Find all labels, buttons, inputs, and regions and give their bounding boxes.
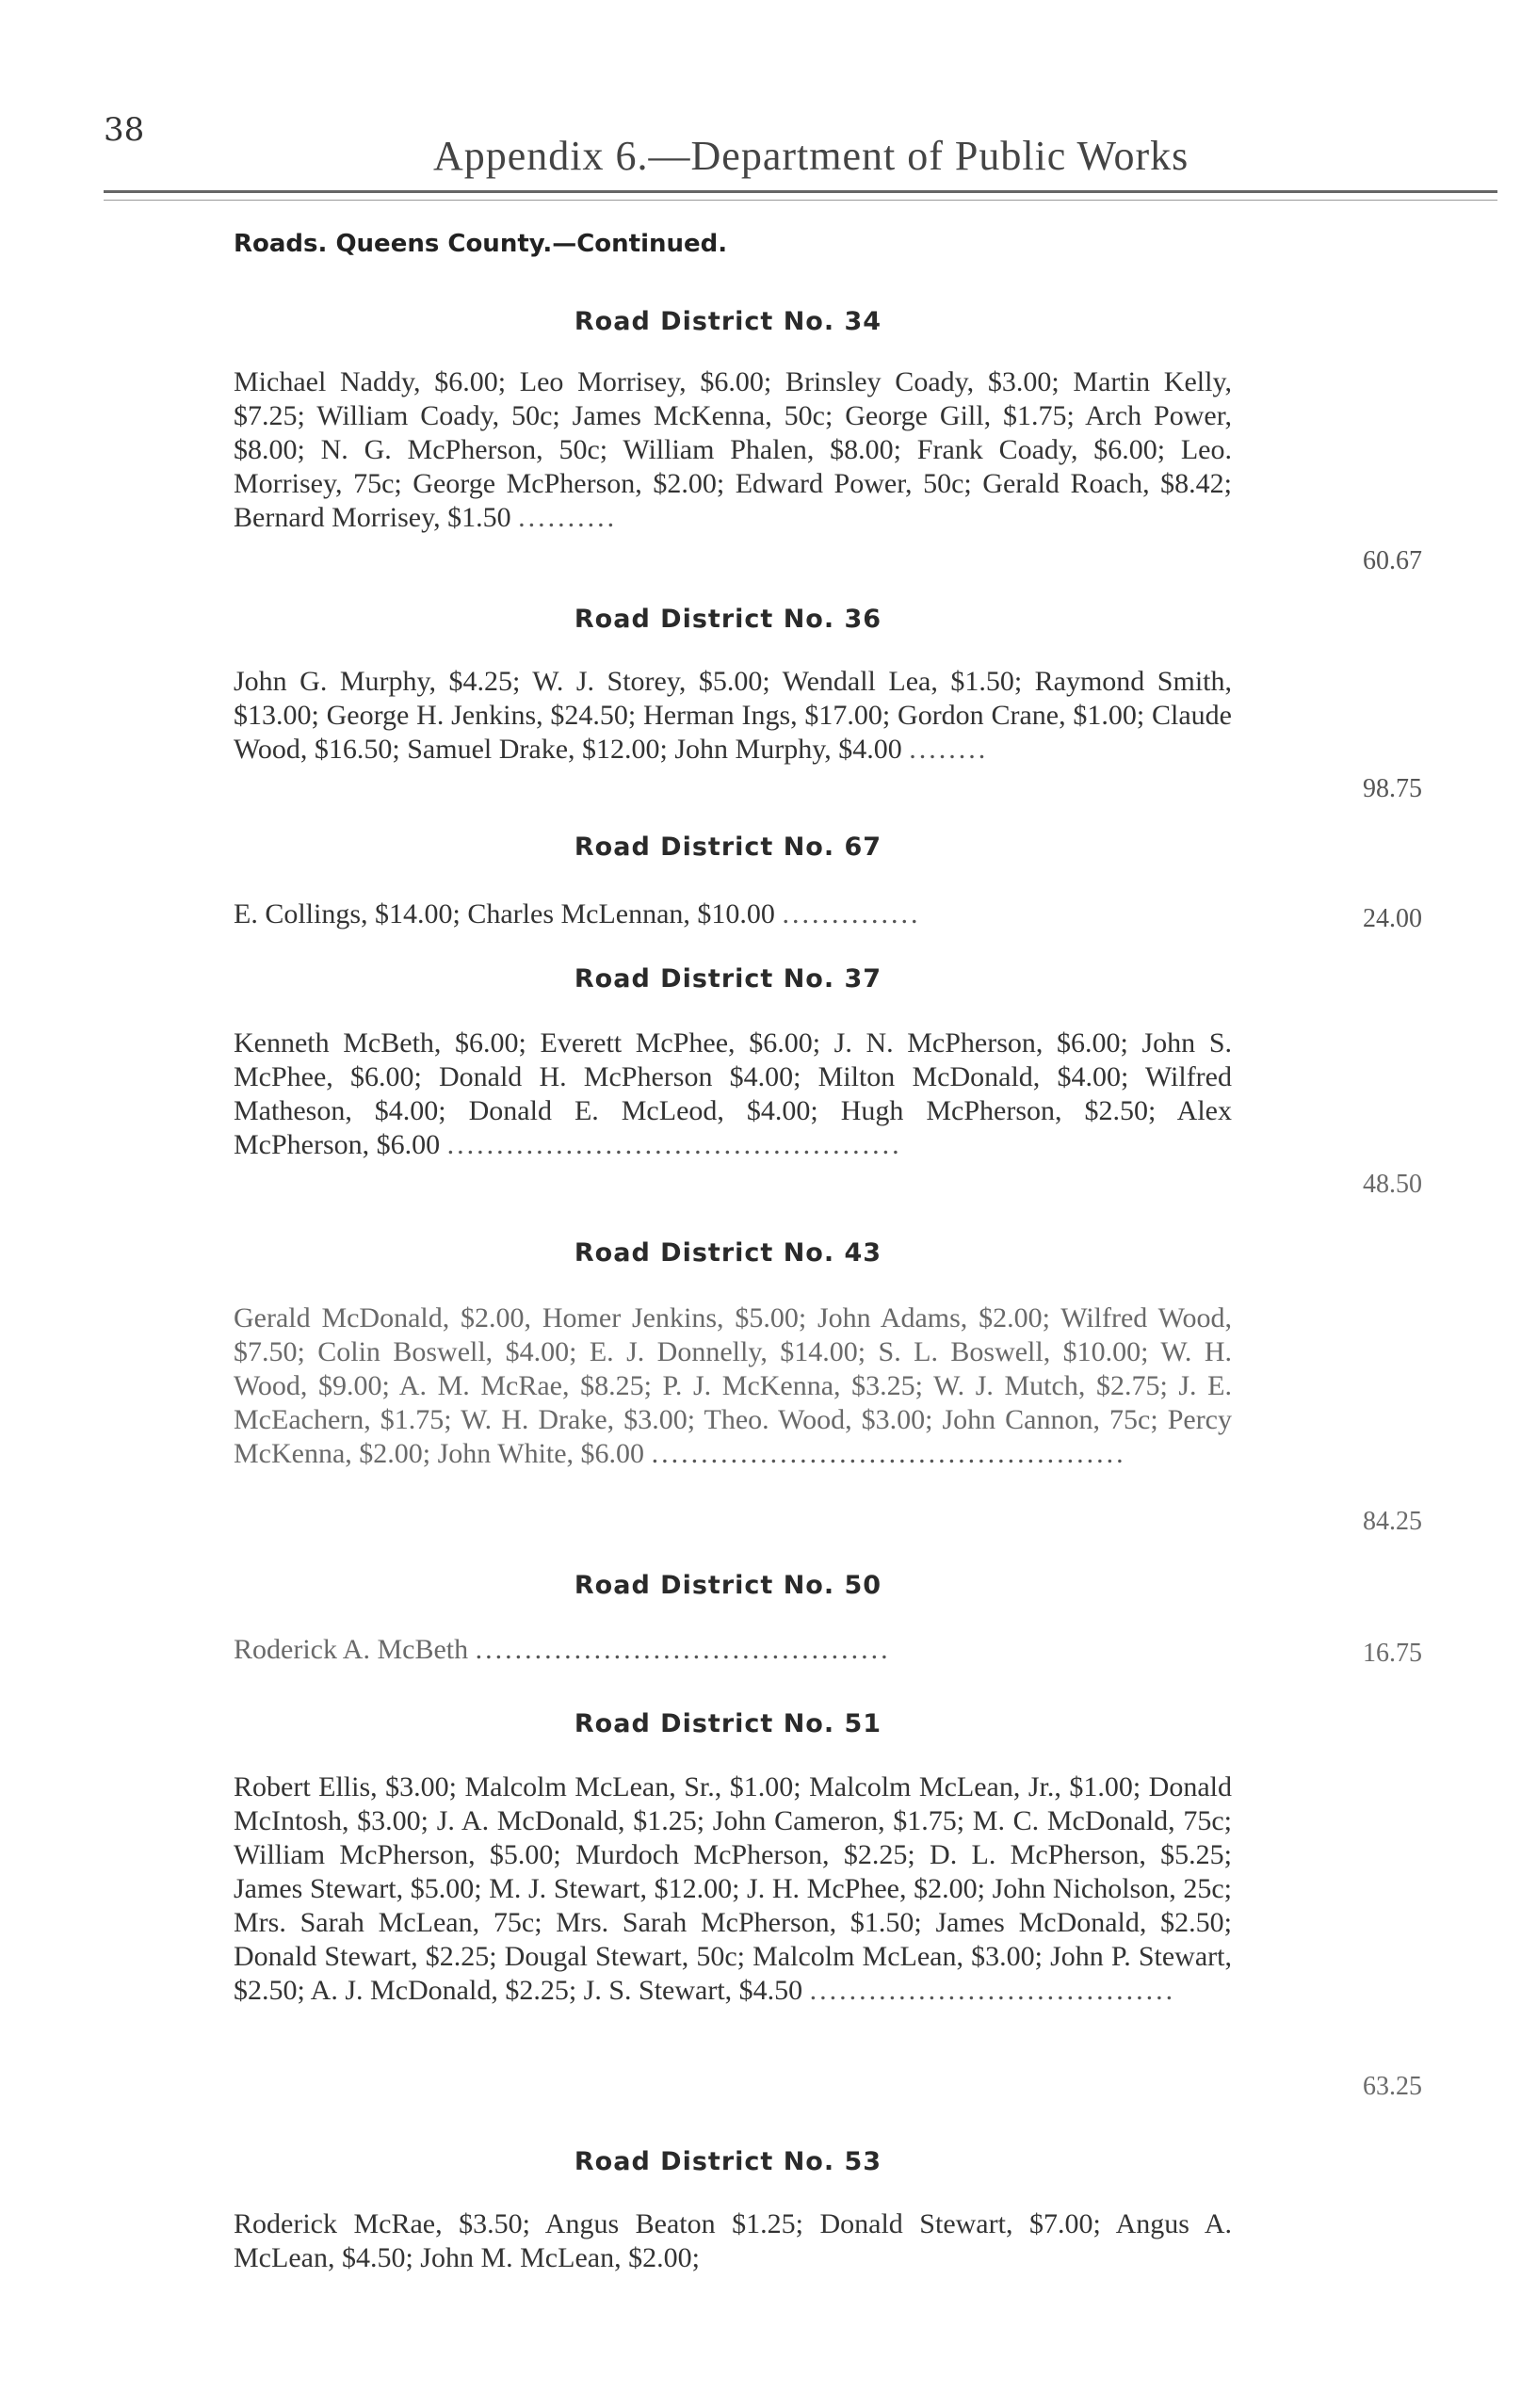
dot-leader: .......................................... [475, 1634, 891, 1665]
district-body [234, 1026, 1232, 1162]
district-total: 24.00 [1363, 904, 1422, 933]
district-entries: Kenneth McBeth, $6.00; Everett McPhee, $6.00; J. N. McPherson, $6.00; John S. McPhee, $6.00; Donald H. McPherson $4.00; Milton McDonald, $4.00; Wilfred Matheson, $4.00; Donald E. McLeod, $4.00; Hugh McPherson, $2.50; Alex McPherson, $6.00 [234, 1027, 1232, 1160]
dot-leader: ................................................ [651, 1438, 1126, 1469]
district-total: 63.25 [1363, 2072, 1422, 2101]
dot-leader: .............................................. [446, 1129, 902, 1160]
district-body [234, 665, 1232, 767]
district-body [234, 1633, 1232, 1667]
header-rule-thin [104, 200, 1497, 201]
header-rule [104, 190, 1497, 193]
district-entries: Robert Ellis, $3.00; Malcolm McLean, Sr., $1.00; Malcolm McLean, Jr., $1.00; Donald McIntosh, $3.00; J. A. McDonald, $1.25; John Cameron, $1.75; M. C. McDonald, 75c; William McPherson, $5.00; Murdoch McPherson, $2.25; D. L. McPherson, $5.25; James Stewart, $5.00; M. J. Stewart, $12.00; J. H. McPhee, $2.00; John Nicholson, 25c; Mrs. Sarah McLean, 75c; Mrs. Sarah McPherson, $1.50; James McDonald, $2.50; Donald Stewart, $2.25; Dougal Stewart, 50c; Malcolm McLean, $3.00; John P. Stewart, $2.50; A. J. McDonald, $2.25; J. S. Stewart, $4.50 [234, 1771, 1232, 2006]
district-total: 60.67 [1363, 546, 1422, 575]
district-heading: Road District No. 51 [574, 1709, 882, 1738]
district-heading: Road District No. 50 [574, 1571, 882, 1600]
district-entries: John G. Murphy, $4.25; W. J. Storey, $5.00; Wendall Lea, $1.50; Raymond Smith, $13.00; George H. Jenkins, $24.50; Herman Ings, $17.00; Gordon Crane, $1.00; Claude Wood, $16.50; Samuel Drake, $12.00; John Murphy, $4.00 [234, 666, 1232, 765]
district-heading: Road District No. 53 [574, 2147, 882, 2176]
district-total: 16.75 [1363, 1639, 1422, 1668]
district-body [234, 1770, 1232, 2008]
district-body [234, 897, 1232, 931]
district-entries: Roderick A. McBeth [234, 1634, 469, 1665]
district-entries: Gerald McDonald, $2.00, Homer Jenkins, $5.00; John Adams, $2.00; Wilfred Wood, $7.50; Colin Boswell, $4.00; E. J. Donnelly, $14.00; S. L. Boswell, $10.00; W. H. Wood, $9.00; A. M. McRae, $8.25; P. J. McKenna, $3.25; W. J. Mutch, $2.75; J. E. McEachern, $1.75; W. H. Drake, $3.00; Theo. Wood, $3.00; John Cannon, 75c; Percy McKenna, $2.00; John White, $6.00 [234, 1302, 1232, 1469]
district-heading: Road District No. 34 [574, 307, 882, 336]
district-entries: E. Collings, $14.00; Charles McLennan, $10.00 [234, 898, 775, 929]
district-total: 84.25 [1363, 1507, 1422, 1536]
district-body [234, 2207, 1232, 2275]
page-number: 38 [104, 111, 145, 149]
dot-leader: .............. [782, 898, 921, 929]
district-body [234, 1301, 1232, 1471]
dot-leader: ..................................... [809, 1975, 1176, 2006]
district-body [234, 365, 1232, 535]
section-title: Roads. Queens County.—Continued. [234, 230, 728, 258]
district-heading: Road District No. 36 [574, 605, 882, 634]
district-entries: Michael Naddy, $6.00; Leo Morrisey, $6.00; Brinsley Coady, $3.00; Martin Kelly, $7.25; William Coady, 50c; James McKenna, 50c; George Gill, $1.75; Arch Power, $8.00; N. G. McPherson, 50c; William Phalen, $8.00; Frank Coady, $6.00; Leo. Morrisey, 75c; George McPherson, $2.00; Edward Power, 50c; Gerald Roach, $8.42; Bernard Morrisey, $1.50 [234, 366, 1232, 533]
district-heading: Road District No. 37 [574, 964, 882, 994]
district-total: 48.50 [1363, 1170, 1422, 1199]
district-total: 98.75 [1363, 774, 1422, 803]
district-heading: Road District No. 67 [574, 832, 882, 862]
district-heading: Road District No. 43 [574, 1238, 882, 1268]
dot-leader: .......... [518, 502, 618, 533]
running-head: Appendix 6.—Department of Public Works [433, 133, 1189, 179]
district-entries: Roderick McRae, $3.50; Angus Beaton $1.25; Donald Stewart, $7.00; Angus A. McLean, $4.50; John M. McLean, $2.00; [234, 2208, 1232, 2273]
dot-leader: ........ [909, 734, 989, 765]
